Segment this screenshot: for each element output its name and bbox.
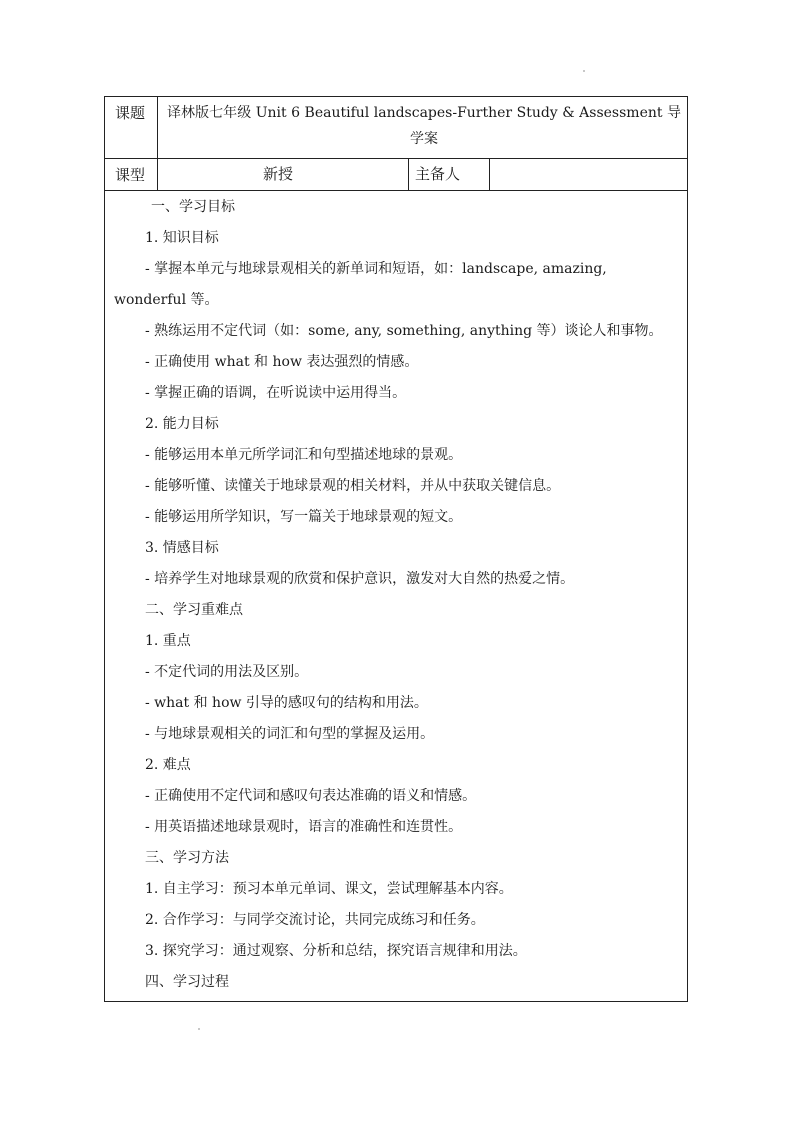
method-3: 3. 探究学习：通过观察、分析和总结，探究语言规律和用法。 [145, 943, 527, 959]
knowledge-goal-2: - 熟练运用不定代词（如：some, any, something, anything 等）谈论人和事物。 [145, 323, 663, 339]
method-1: 1. 自主学习：预习本单元单词、课文，尝试理解基本内容。 [145, 881, 513, 897]
subheading-emotional-goals: 3. 情感目标 [145, 540, 219, 556]
subheading-knowledge-goals: 1. 知识目标 [145, 230, 219, 246]
knowledge-goal-3: - 正确使用 what 和 how 表达强烈的情感。 [145, 354, 419, 370]
subheading-difficulties: 2. 难点 [145, 757, 191, 773]
ability-goal-3: - 能够运用所学知识，写一篇关于地球景观的短文。 [145, 509, 463, 525]
key-point-1: - 不定代词的用法及区别。 [145, 664, 309, 680]
ability-goal-2: - 能够听懂、读懂关于地球景观的相关材料，并从中获取关键信息。 [145, 478, 561, 494]
subheading-key-points: 1. 重点 [145, 633, 191, 649]
table-divider-title [105, 158, 687, 159]
subheading-ability-goals: 2. 能力目标 [145, 416, 219, 432]
type-label: 课型 [115, 166, 146, 184]
section-heading-process: 四、学习过程 [145, 974, 229, 990]
section-heading-objectives: 一、学习目标 [151, 199, 235, 215]
section-heading-key-points: 二、学习重难点 [145, 602, 243, 618]
difficulty-2: - 用英语描述地球景观时，语言的准确性和连贯性。 [145, 819, 463, 835]
key-point-2: - what 和 how 引导的感叹句的结构和用法。 [145, 695, 428, 711]
ability-goal-1: - 能够运用本单元所学词汇和句型描述地球的景观。 [145, 447, 463, 463]
table-divider-preparer-label [489, 158, 490, 190]
knowledge-goal-1-cont: wonderful 等。 [114, 292, 219, 308]
lesson-plan-table [104, 96, 688, 1002]
emotional-goal-1: - 培养学生对地球景观的欣赏和保护意识，激发对大自然的热爱之情。 [145, 571, 575, 587]
table-divider-label-column [157, 97, 158, 190]
subject-label: 课题 [115, 104, 146, 122]
page-mark-top [583, 70, 585, 72]
type-value: 新授 [263, 165, 294, 183]
lesson-title-line2: 学案 [410, 131, 438, 147]
knowledge-goal-1: - 掌握本单元与地球景观相关的新单词和短语，如：landscape, amazing, [145, 261, 607, 277]
key-point-3: - 与地球景观相关的词汇和句型的掌握及运用。 [145, 726, 435, 742]
section-heading-methods: 三、学习方法 [145, 850, 229, 866]
knowledge-goal-4: - 掌握正确的语调，在听说读中运用得当。 [145, 385, 407, 401]
table-divider-type-value [408, 158, 409, 190]
difficulty-1: - 正确使用不定代词和感叹句表达准确的语义和情感。 [145, 788, 477, 804]
preparer-label: 主备人 [415, 165, 461, 183]
lesson-title-line1: 译林版七年级 Unit 6 Beautiful landscapes-Further Study & Assessment 导 [167, 105, 681, 121]
page-mark-bottom [198, 1028, 200, 1030]
table-divider-type [105, 190, 687, 191]
method-2: 2. 合作学习：与同学交流讨论，共同完成练习和任务。 [145, 912, 485, 928]
